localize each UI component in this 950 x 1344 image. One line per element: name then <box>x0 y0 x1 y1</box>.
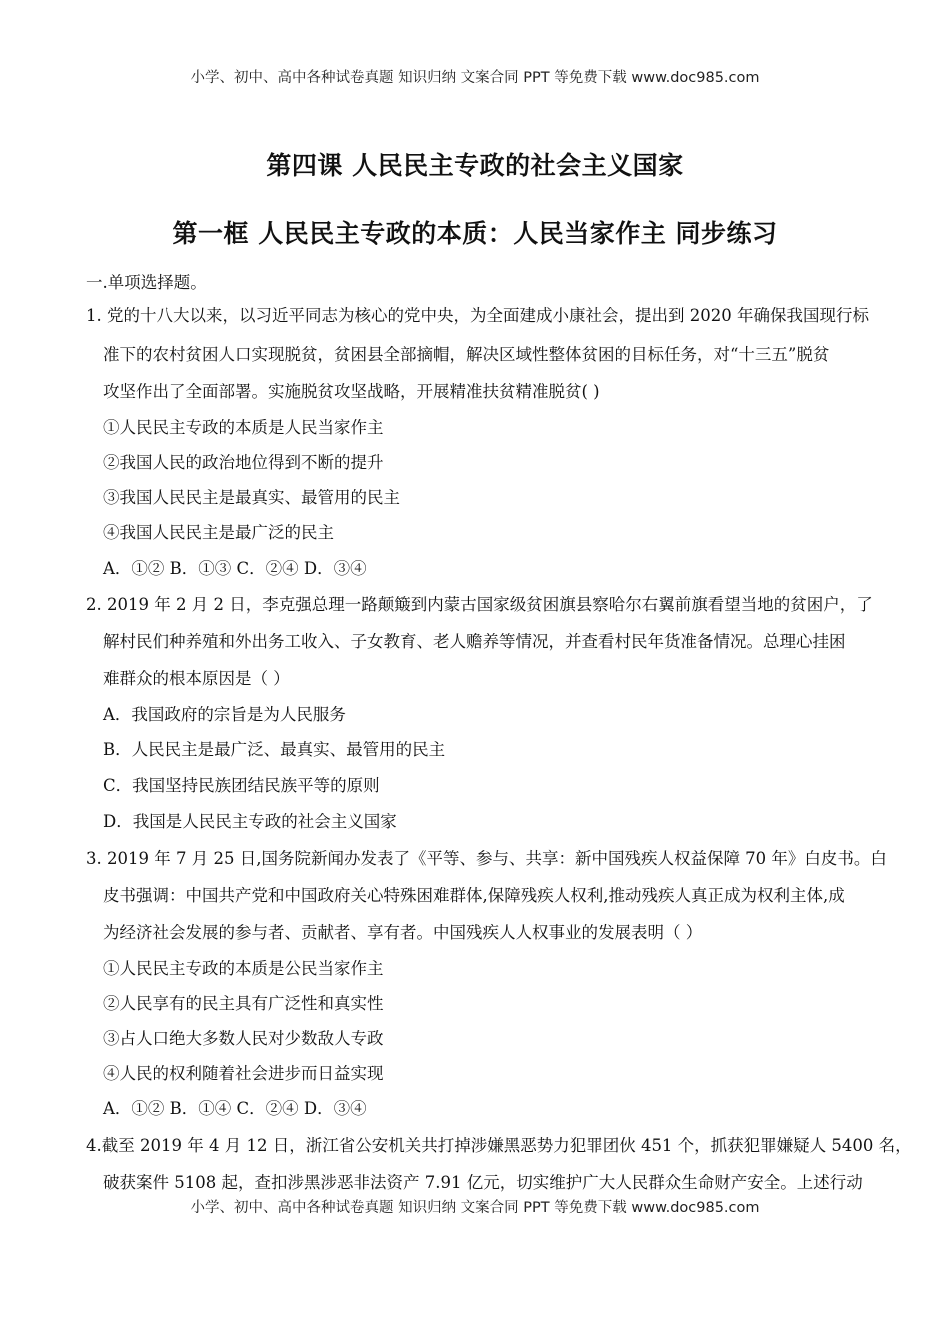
q3-statement: ③占人口绝大多数人民对少数敌人专政 <box>103 1029 384 1048</box>
q3-stem-line: 3. 2019 年 7 月 25 日,国务院新闻办发表了《平等、参与、共享：新中国残疾人权益保障 70 年》白皮书。白 <box>86 849 887 868</box>
q1-stem-line: 攻坚作出了全面部署。实施脱贫攻坚战略，开展精准扶贫精准脱贫( ) <box>103 382 600 401</box>
q3-statement: ①人民民主专政的本质是公民当家作主 <box>103 959 384 978</box>
q1-stem-line: 准下的农村贫困人口实现脱贫，贫困县全部摘帽，解决区域性整体贫困的目标任务，对“十三五”脱贫 <box>103 345 830 364</box>
q3-stem-line: 皮书强调：中国共产党和中国政府关心特殊困难群体,保障残疾人权利,推动残疾人真正成为权利主体,成 <box>103 886 845 905</box>
q3-statement: ④人民的权利随着社会进步而日益实现 <box>103 1064 384 1083</box>
q2-option: D．我国是人民民主专政的社会主义国家 <box>103 812 397 831</box>
q4-stem-line: 破获案件 5108 起，查扣涉黑涉恶非法资产 7.91 亿元，切实维护广大人民群众生命财产安全。上述行动 <box>103 1173 863 1192</box>
q4-stem-line: 4.截至 2019 年 4 月 12 日，浙江省公安机关共打掉涉嫌黑恶势力犯罪团伙 451 个，抓获犯罪嫌疑人 5400 名， <box>86 1136 912 1155</box>
lesson-title: 第四课 人民民主专政的社会主义国家 <box>266 151 684 180</box>
page-footer: 小学、初中、高中各种试卷真题 知识归纳 文案合同 PPT 等免费下载 www.doc985.com <box>190 1200 760 1216</box>
q1-stem-line: 1. 党的十八大以来，以习近平同志为核心的党中央，为全面建成小康社会，提出到 2020 年确保我国现行标 <box>86 306 869 325</box>
q2-stem-line: 解村民们种养殖和外出务工收入、子女教育、老人赡养等情况，并查看村民年货准备情况。总理心挂困 <box>103 632 846 651</box>
lesson-subtitle: 第一框 人民民主专政的本质：人民当家作主 同步练习 <box>172 219 778 248</box>
q2-stem-line: 2. 2019 年 2 月 2 日，李克强总理一路颠簸到内蒙古国家级贫困旗县察哈尔右翼前旗看望当地的贫困户，了 <box>86 595 873 614</box>
q1-statement: ④我国人民民主是最广泛的民主 <box>103 523 334 542</box>
q1-options: A．①② B．①③ C．②④ D．③④ <box>103 559 367 578</box>
q2-option: C．我国坚持民族团结民族平等的原则 <box>103 776 380 795</box>
q1-statement: ①人民民主专政的本质是人民当家作主 <box>103 418 384 437</box>
section-heading: 一.单项选择题。 <box>86 273 207 292</box>
q1-statement: ②我国人民的政治地位得到不断的提升 <box>103 453 384 472</box>
q3-options: A．①② B．①④ C．②④ D．③④ <box>103 1099 367 1118</box>
q3-stem-line: 为经济社会发展的参与者、贡献者、享有者。中国残疾人人权事业的发展表明（ ） <box>103 923 703 942</box>
q3-statement: ②人民享有的民主具有广泛性和真实性 <box>103 994 384 1013</box>
q2-stem-line: 难群众的根本原因是（ ） <box>103 669 290 688</box>
q1-statement: ③我国人民民主是最真实、最管用的民主 <box>103 488 400 507</box>
q2-option: B．人民民主是最广泛、最真实、最管用的民主 <box>103 740 446 759</box>
q2-option: A．我国政府的宗旨是为人民服务 <box>103 705 346 724</box>
page-header: 小学、初中、高中各种试卷真题 知识归纳 文案合同 PPT 等免费下载 www.doc985.com <box>190 70 760 86</box>
